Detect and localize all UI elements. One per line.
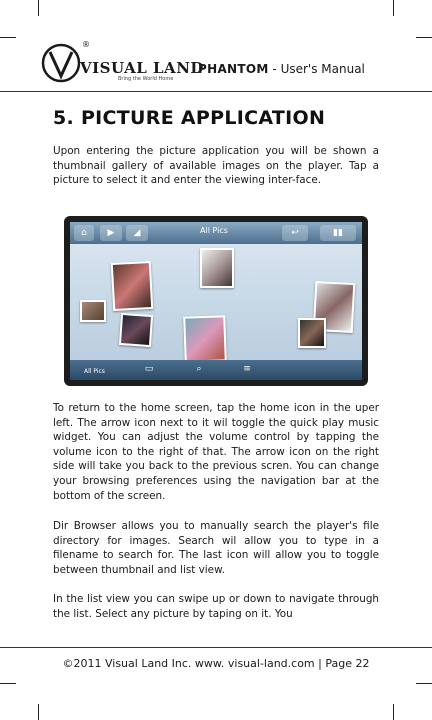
gallery-thumbnail bbox=[200, 248, 234, 288]
nav-label-all-pics: All Pics bbox=[84, 368, 105, 375]
gallery-thumbnail bbox=[183, 315, 227, 362]
crop-mark bbox=[416, 37, 432, 38]
brand-name: VISUAL LAND bbox=[80, 59, 204, 77]
play-icon: ▶ bbox=[100, 225, 122, 241]
crop-mark bbox=[38, 704, 39, 720]
gallery-thumbnail bbox=[111, 261, 153, 311]
manual-title bbox=[198, 62, 365, 76]
section-title: 5. PICTURE APPLICATION bbox=[53, 107, 326, 129]
gallery-thumbnail bbox=[298, 318, 326, 348]
crop-mark bbox=[416, 683, 432, 684]
visual-land-logo-icon bbox=[40, 42, 82, 84]
product-name: PHANTOM bbox=[198, 62, 269, 76]
paragraph-intro: Upon entering the picture application you will be shown a thumbnail gallery of available images on the player. Tap a picture to select it and enter the viewing inter-face. bbox=[53, 145, 379, 187]
brand-tagline: Bring the World Home bbox=[118, 76, 174, 82]
page-header bbox=[40, 42, 400, 88]
crop-mark bbox=[393, 0, 394, 16]
paragraph-dir-browser: Dir Browser allows you to manually search the player's file directory for images. Search wil allow you to type in a filename to search for. The last icon will allow you to toggle between thumbnail and list view. bbox=[53, 520, 379, 576]
page-footer: ©2011 Visual Land Inc. www. visual-land.com | Page 22 bbox=[62, 657, 370, 670]
gallery-thumbnail bbox=[80, 300, 106, 322]
device-screen-title: All Pics bbox=[200, 226, 228, 235]
crop-mark bbox=[393, 704, 394, 720]
header-divider bbox=[0, 91, 432, 92]
manual-title-rest: - User's Manual bbox=[268, 62, 365, 76]
list-view-icon: ≡ bbox=[243, 364, 251, 374]
dir-browser-icon: ▭ bbox=[144, 364, 154, 374]
crop-mark bbox=[38, 0, 39, 16]
paragraph-list-view: In the list view you can swipe up or down to navigate through the list. Select any picture by taping on it. You bbox=[53, 593, 379, 620]
paragraph-navigation: To return to the home screen, tap the home icon in the uper left. The arrow icon next to it wil toggle the quick play music widget. You can adjust the volume control by tapping the volume icon to the right of that. The arrow icon on the right side will take you back to the previous scren. You can change your browsing preferences using the navigation bar at the bottom of the screen. bbox=[53, 402, 379, 502]
registered-mark: ® bbox=[82, 40, 90, 49]
crop-mark bbox=[0, 683, 16, 684]
volume-icon: ◢ bbox=[126, 225, 148, 241]
battery-icon: ▮▮ bbox=[320, 225, 356, 241]
device-navigation-bar bbox=[70, 360, 362, 380]
gallery-thumbnail bbox=[119, 313, 153, 347]
home-icon: ⌂ bbox=[74, 225, 94, 241]
device-screen bbox=[70, 222, 362, 380]
crop-mark bbox=[0, 37, 16, 38]
back-arrow-icon: ↩ bbox=[282, 225, 308, 241]
footer-divider bbox=[0, 647, 432, 648]
search-icon: ⌕ bbox=[196, 364, 202, 374]
device-topbar bbox=[70, 222, 362, 244]
picture-app-screenshot bbox=[64, 216, 368, 386]
